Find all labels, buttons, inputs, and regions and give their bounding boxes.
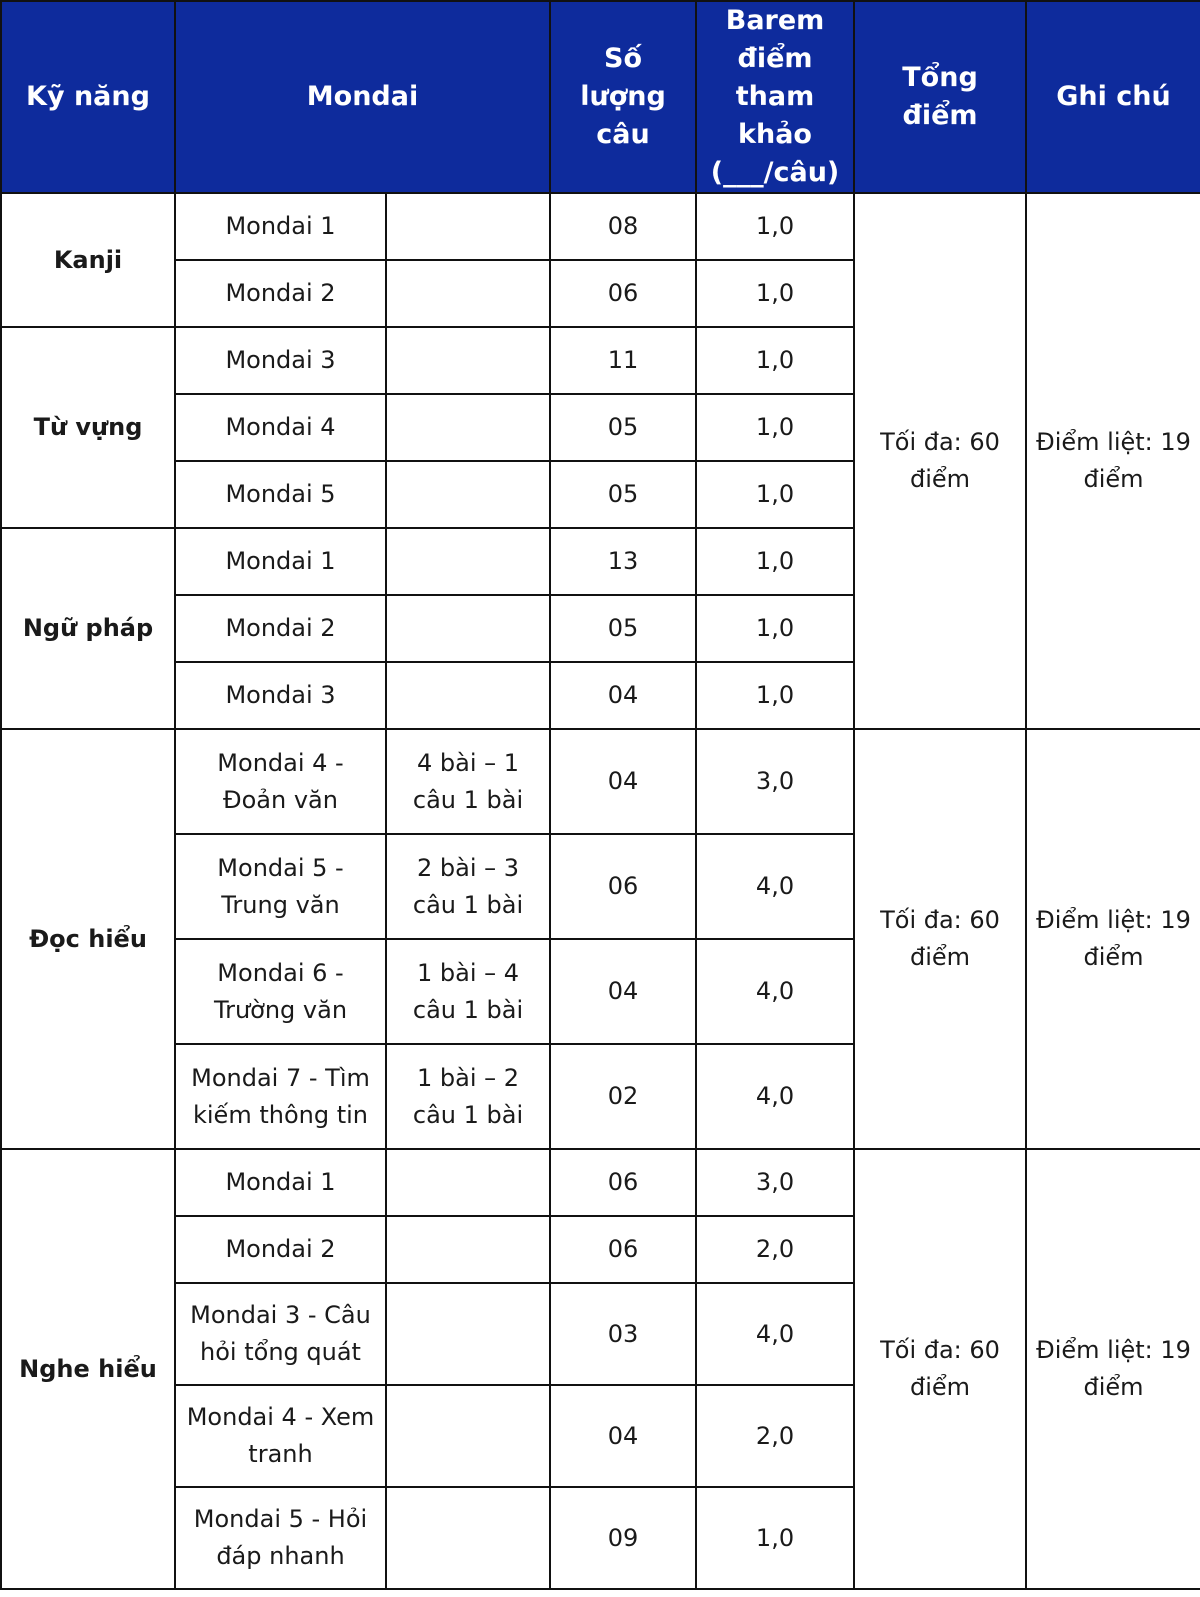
mondai-cell: Mondai 3 xyxy=(175,662,386,729)
detail-cell: 1 bài – 4 câu 1 bài xyxy=(386,939,550,1044)
note-cell-group1: Điểm liệt: 19 điểm xyxy=(1026,193,1200,729)
score-cell: 4,0 xyxy=(696,939,854,1044)
detail-cell xyxy=(386,327,550,394)
score-cell: 1,0 xyxy=(696,528,854,595)
mondai-cell: Mondai 3 xyxy=(175,327,386,394)
header-barem-unit: (___/câu) xyxy=(710,157,840,188)
detail-cell xyxy=(386,662,550,729)
score-cell: 4,0 xyxy=(696,1044,854,1149)
detail-cell xyxy=(386,193,550,260)
score-cell: 4,0 xyxy=(696,834,854,939)
detail-cell xyxy=(386,1385,550,1487)
mondai-cell: Mondai 5 - Hỏi đáp nhanh xyxy=(175,1487,386,1589)
header-count: Số lượng câu xyxy=(550,1,696,193)
score-cell: 4,0 xyxy=(696,1283,854,1385)
score-cell: 2,0 xyxy=(696,1216,854,1283)
mondai-cell: Mondai 1 xyxy=(175,528,386,595)
score-cell: 2,0 xyxy=(696,1385,854,1487)
count-cell: 03 xyxy=(550,1283,696,1385)
detail-cell xyxy=(386,394,550,461)
mondai-cell: Mondai 4 - Xem tranh xyxy=(175,1385,386,1487)
mondai-cell: Mondai 5 xyxy=(175,461,386,528)
detail-cell: 1 bài – 2 câu 1 bài xyxy=(386,1044,550,1149)
table-row xyxy=(1,1149,1200,1216)
count-cell: 02 xyxy=(550,1044,696,1149)
mondai-cell: Mondai 2 xyxy=(175,260,386,327)
count-cell: 05 xyxy=(550,461,696,528)
mondai-cell: Mondai 1 xyxy=(175,1149,386,1216)
skill-dochieu: Đọc hiểu xyxy=(1,729,175,1149)
score-cell: 1,0 xyxy=(696,394,854,461)
header-skill: Kỹ năng xyxy=(1,1,175,193)
header-barem xyxy=(696,1,854,193)
detail-cell: 2 bài – 3 câu 1 bài xyxy=(386,834,550,939)
skill-nghehieu: Nghe hiểu xyxy=(1,1149,175,1589)
score-cell: 3,0 xyxy=(696,729,854,834)
count-cell: 05 xyxy=(550,595,696,662)
mondai-cell: Mondai 3 - Câu hỏi tổng quát xyxy=(175,1283,386,1385)
mondai-cell: Mondai 6 - Trường văn xyxy=(175,939,386,1044)
mondai-cell: Mondai 1 xyxy=(175,193,386,260)
header-note: Ghi chú xyxy=(1026,1,1200,193)
detail-cell xyxy=(386,1216,550,1283)
count-cell: 11 xyxy=(550,327,696,394)
mondai-cell: Mondai 2 xyxy=(175,595,386,662)
detail-cell xyxy=(386,1149,550,1216)
skill-kanji: Kanji xyxy=(1,193,175,327)
count-cell: 06 xyxy=(550,1216,696,1283)
detail-cell xyxy=(386,461,550,528)
note-cell-group3: Điểm liệt: 19 điểm xyxy=(1026,1149,1200,1589)
detail-cell xyxy=(386,1283,550,1385)
count-cell: 13 xyxy=(550,528,696,595)
mondai-cell: Mondai 2 xyxy=(175,1216,386,1283)
note-cell-group2: Điểm liệt: 19 điểm xyxy=(1026,729,1200,1149)
total-cell-group2: Tối đa: 60 điểm xyxy=(854,729,1026,1149)
header-row xyxy=(1,1,1200,193)
score-cell: 1,0 xyxy=(696,193,854,260)
mondai-cell: Mondai 4 xyxy=(175,394,386,461)
count-cell: 04 xyxy=(550,939,696,1044)
score-cell: 1,0 xyxy=(696,327,854,394)
score-cell: 3,0 xyxy=(696,1149,854,1216)
header-total: Tổng điểm xyxy=(854,1,1026,193)
mondai-cell: Mondai 5 - Trung văn xyxy=(175,834,386,939)
count-cell: 04 xyxy=(550,1385,696,1487)
score-cell: 1,0 xyxy=(696,662,854,729)
skill-tuvung: Từ vựng xyxy=(1,327,175,528)
mondai-cell: Mondai 7 - Tìm kiếm thông tin xyxy=(175,1044,386,1149)
count-cell: 06 xyxy=(550,1149,696,1216)
count-cell: 06 xyxy=(550,834,696,939)
score-cell: 1,0 xyxy=(696,1487,854,1589)
skill-nguphap: Ngữ pháp xyxy=(1,528,175,729)
count-cell: 08 xyxy=(550,193,696,260)
count-cell: 04 xyxy=(550,729,696,834)
detail-cell xyxy=(386,595,550,662)
mondai-cell: Mondai 4 - Đoản văn xyxy=(175,729,386,834)
score-cell: 1,0 xyxy=(696,461,854,528)
total-cell-group1: Tối đa: 60 điểm xyxy=(854,193,1026,729)
table-row xyxy=(1,193,1200,260)
detail-cell xyxy=(386,260,550,327)
score-cell: 1,0 xyxy=(696,595,854,662)
table-row xyxy=(1,729,1200,834)
count-cell: 09 xyxy=(550,1487,696,1589)
total-cell-group3: Tối đa: 60 điểm xyxy=(854,1149,1026,1589)
header-barem-label: Barem điểm tham khảo xyxy=(725,5,825,150)
score-cell: 1,0 xyxy=(696,260,854,327)
detail-cell: 4 bài – 1 câu 1 bài xyxy=(386,729,550,834)
header-mondai: Mondai xyxy=(175,1,550,193)
count-cell: 05 xyxy=(550,394,696,461)
detail-cell xyxy=(386,528,550,595)
count-cell: 06 xyxy=(550,260,696,327)
count-cell: 04 xyxy=(550,662,696,729)
detail-cell xyxy=(386,1487,550,1589)
